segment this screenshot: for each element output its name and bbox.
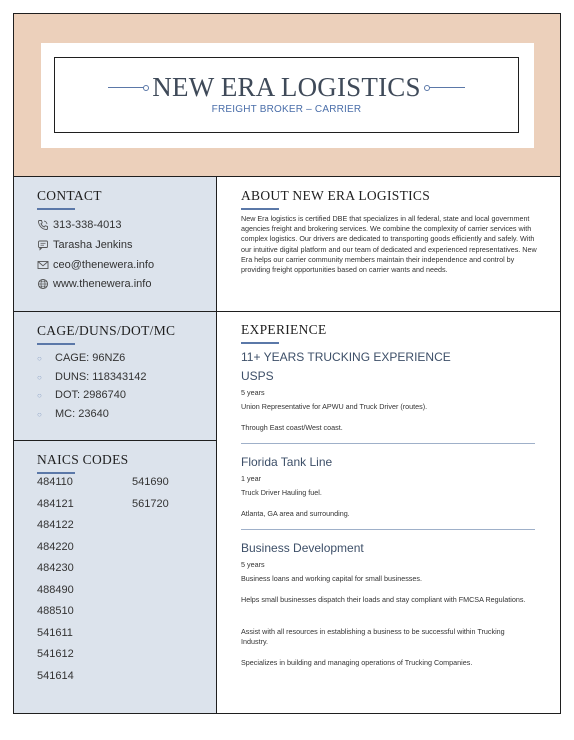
job-detail: Through East coast/West coast. — [241, 423, 343, 432]
company-title: NEW ERA LOGISTICS — [152, 72, 421, 102]
cage-heading-underline — [37, 343, 75, 345]
job-detail: Union Representative for APWU and Truck Driver (routes). — [241, 402, 428, 411]
contact-section — [14, 177, 216, 312]
title-ornament-right — [427, 87, 465, 88]
company-subtitle: FREIGHT BROKER – CARRIER — [211, 104, 362, 115]
job-duration: 5 years — [241, 388, 265, 397]
naics-code: 484110 — [37, 476, 73, 488]
naics-code: 484230 — [37, 562, 74, 574]
naics-code: 561720 — [132, 498, 169, 510]
phone-text: 313-338-4013 — [53, 219, 122, 231]
naics-code: 484220 — [37, 541, 74, 553]
job-detail: Atlanta, GA area and surrounding. — [241, 509, 350, 518]
job-detail: Helps small businesses dispatch their loads and stay compliant with FMCSA Regulations. — [241, 595, 526, 604]
job-divider — [241, 443, 535, 444]
experience-heading-underline — [241, 342, 279, 344]
header-card — [41, 43, 534, 148]
job-company: Business Development — [241, 541, 364, 555]
job-duration: 5 years — [241, 560, 265, 569]
header-band — [14, 14, 560, 177]
naics-heading: NAICS CODES — [37, 452, 129, 467]
naics-section — [14, 441, 216, 713]
job-company: Florida Tank Line — [241, 455, 333, 469]
naics-code: 541611 — [37, 627, 73, 639]
contact-heading: CONTACT — [37, 188, 102, 203]
bullet-icon: ○ — [37, 353, 42, 363]
main-content — [217, 177, 560, 713]
header-frame — [54, 57, 519, 133]
sidebar — [14, 177, 217, 713]
title-row — [55, 72, 518, 103]
naics-code: 541612 — [37, 648, 74, 660]
naics-code: 488510 — [37, 605, 74, 617]
bullet-icon: ○ — [37, 409, 42, 419]
email-text: ceo@thenewera.info — [53, 259, 155, 271]
cage-section — [14, 312, 216, 441]
job-detail: Assist with all resources in establishing a business to be successful within Trucking Industry. — [241, 627, 505, 646]
globe-icon — [37, 278, 49, 290]
naics-code: 541614 — [37, 670, 74, 682]
name-text: Tarasha Jenkins — [53, 239, 133, 251]
job-detail: Truck Driver Hauling fuel. — [241, 488, 322, 497]
about-section — [217, 177, 560, 312]
naics-code: 484121 — [37, 498, 74, 510]
job-detail: Business loans and working capital for small businesses. — [241, 574, 422, 583]
bullet-icon: ○ — [37, 390, 42, 400]
cage-heading: CAGE/DUNS/DOT/MC — [37, 323, 176, 338]
naics-code: 541690 — [132, 476, 169, 488]
naics-code: 484122 — [37, 519, 74, 531]
dot-item: ○ DOT: 2986740 — [37, 389, 126, 401]
resume-page — [13, 13, 561, 714]
phone-icon — [37, 219, 49, 231]
bullet-icon: ○ — [37, 372, 42, 382]
contact-name — [37, 239, 133, 251]
contact-email[interactable] — [37, 259, 154, 271]
job-company: USPS — [241, 369, 274, 383]
contact-heading-underline — [37, 208, 75, 210]
naics-heading-underline — [37, 472, 75, 474]
mc-item: ○ MC: 23640 — [37, 408, 109, 420]
contact-website[interactable] — [37, 278, 151, 290]
duns-item: ○ DUNS: 118343142 — [37, 371, 147, 383]
title-ornament-left — [108, 87, 146, 88]
mail-icon — [37, 259, 49, 271]
website-text: www.thenewera.info — [53, 278, 152, 290]
job-detail: Specializes in building and managing operations of Trucking Companies. — [241, 658, 473, 667]
cage-item: ○ CAGE: 96NZ6 — [37, 352, 126, 364]
naics-code: 488490 — [37, 584, 74, 596]
contact-phone[interactable] — [37, 219, 122, 231]
about-paragraph: New Era logistics is certified DBE that specializes in all federal, state and local government agencies freight and brokering services. We combine the complexity of carrier services with complex logistics. Our drivers are dedicated to transporting goods efficiently and safely. With our intuitive digital platform and our team of dedicated and experienced representatives. New Era helps our carrier community members maintain their independence and control by providing freight opportunities based on carrier wants and needs. — [241, 214, 537, 275]
job-duration: 1 year — [241, 474, 261, 483]
about-heading-underline — [241, 208, 279, 210]
job-divider — [241, 529, 535, 530]
chat-icon — [37, 239, 49, 251]
experience-summary: 11+ YEARS TRUCKING EXPERIENCE — [241, 350, 451, 364]
experience-heading: EXPERIENCE — [241, 322, 327, 337]
about-heading: ABOUT NEW ERA LOGISTICS — [241, 188, 431, 203]
